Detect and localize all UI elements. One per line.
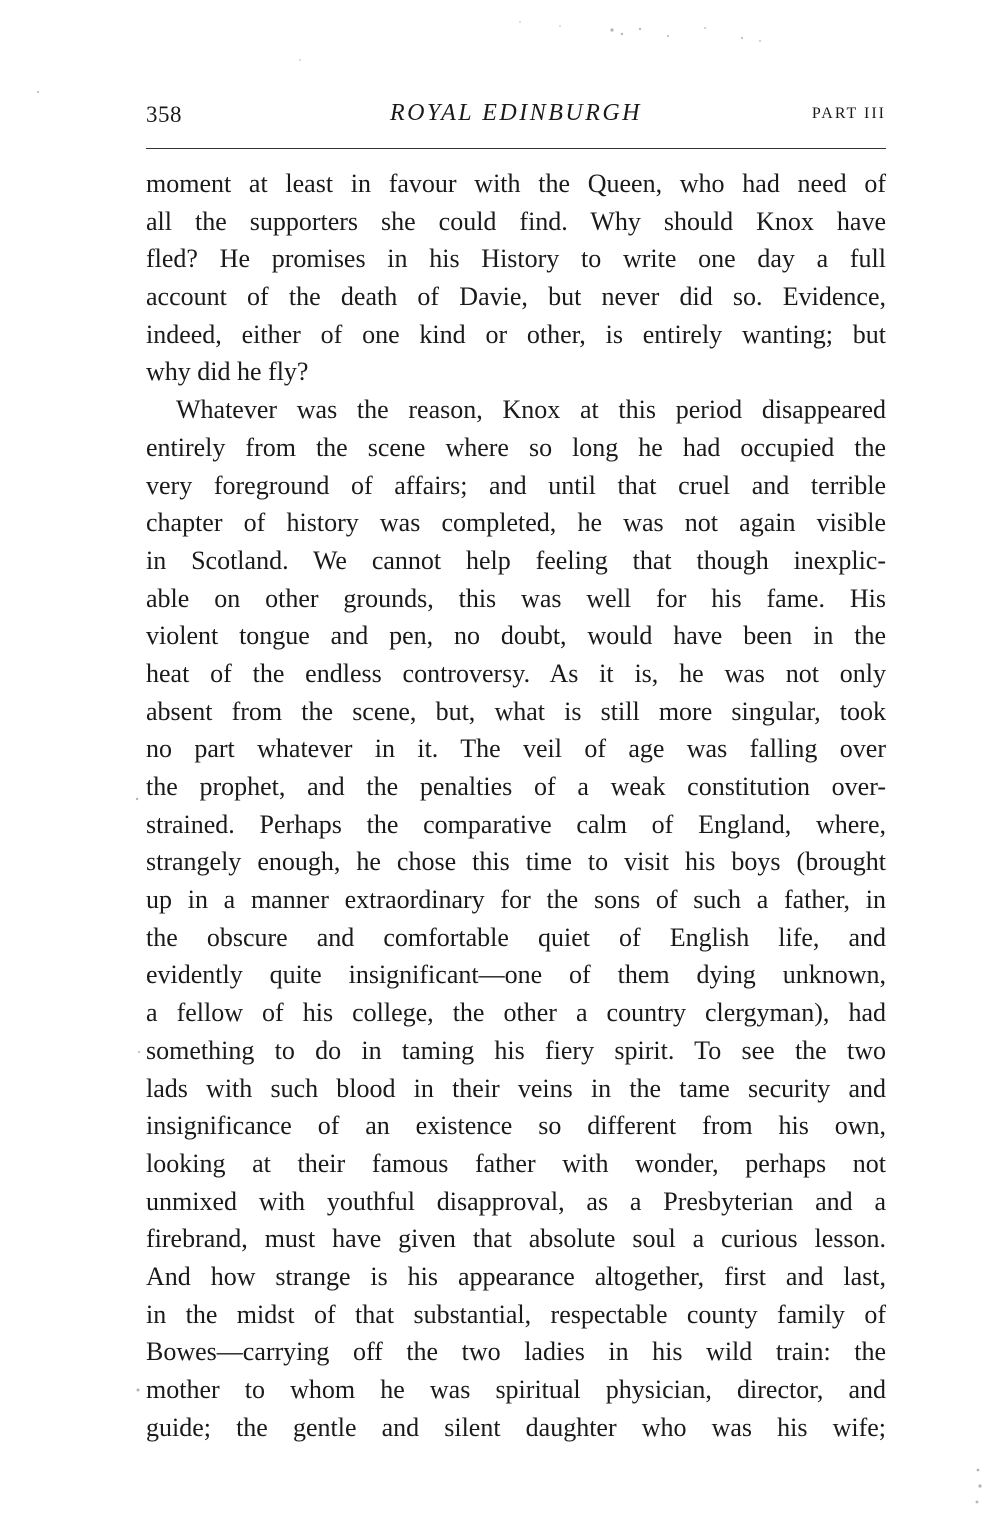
- text-line: unmixed with youthful disapproval, as a Presbyterian and a: [146, 1186, 886, 1216]
- text-line: insignificance of an existence so different from his own,: [146, 1111, 886, 1141]
- text-line: very foreground of affairs; and until that cruel and terrible: [146, 470, 886, 500]
- text-line: no part whatever in it. The veil of age was falling over: [146, 734, 886, 764]
- text-line: looking at their famous father with wonder, perhaps not: [146, 1148, 886, 1178]
- running-title: ROYAL EDINBURGH: [389, 100, 643, 126]
- text-line: indeed, either of one kind or other, is entirely wanting; but: [146, 319, 886, 349]
- part-label: PART III: [811, 105, 886, 122]
- text-line: chapter of history was completed, he was not again visible: [146, 508, 886, 538]
- page-number: 358: [146, 102, 182, 127]
- text-line: guide; the gentle and silent daughter who was his wife;: [146, 1412, 886, 1442]
- text-line: Whatever was the reason, Knox at this period disappeared: [176, 395, 886, 425]
- text-line: lads with such blood in their veins in the tame security and: [146, 1073, 886, 1103]
- paragraph-1: [146, 165, 886, 391]
- text-line: And how strange is his appearance altogether, first and last,: [146, 1261, 886, 1291]
- text-line: something to do in taming his fiery spirit. To see the two: [146, 1035, 886, 1065]
- text-line: why did he fly?: [146, 357, 309, 387]
- text-line: absent from the scene, but, what is still more singular, took: [146, 696, 886, 726]
- page-header: [146, 100, 886, 134]
- text-line: all the supporters she could find. Why should Knox have: [146, 206, 886, 236]
- text-line: up in a manner extraordinary for the sons of such a father, in: [146, 885, 886, 915]
- text-line: able on other grounds, this was well for his fame. His: [146, 583, 886, 613]
- body-text: [146, 165, 886, 1446]
- text-line: mother to whom he was spiritual physician, director, and: [146, 1375, 886, 1404]
- text-line: firebrand, must have given that absolute soul a curious lesson.: [146, 1224, 886, 1254]
- text-line: entirely from the scene where so long he had occupied the: [146, 432, 886, 462]
- paragraph-2: [146, 391, 886, 1446]
- text-line: account of the death of Davie, but never did so. Evidence,: [146, 282, 886, 312]
- text-line: moment at least in favour with the Queen, who had need of: [146, 169, 886, 198]
- text-line: evidently quite insignificant—one of them dying unknown,: [146, 960, 886, 990]
- text-line: in the midst of that substantial, respectable county family of: [146, 1299, 886, 1329]
- text-line: strained. Perhaps the comparative calm of England, where,: [146, 809, 886, 839]
- text-line: strangely enough, he chose this time to visit his boys (brought: [146, 847, 886, 877]
- text-line: a fellow of his college, the other a country clergyman), had: [146, 998, 886, 1028]
- text-line: in Scotland. We cannot help feeling that though inexplic-: [146, 545, 886, 575]
- text-line: the obscure and comfortable quiet of English life, and: [146, 922, 886, 952]
- text-line: fled? He promises in his History to write one day a full: [146, 244, 886, 274]
- text-line: heat of the endless controversy. As it is, he was not only: [146, 658, 886, 688]
- text-line: Bowes—carrying off the two ladies in his wild train: the: [146, 1337, 886, 1367]
- header-rule: [146, 148, 886, 149]
- text-line: violent tongue and pen, no doubt, would have been in the: [146, 621, 886, 651]
- text-line: the prophet, and the penalties of a weak constitution over-: [146, 772, 886, 801]
